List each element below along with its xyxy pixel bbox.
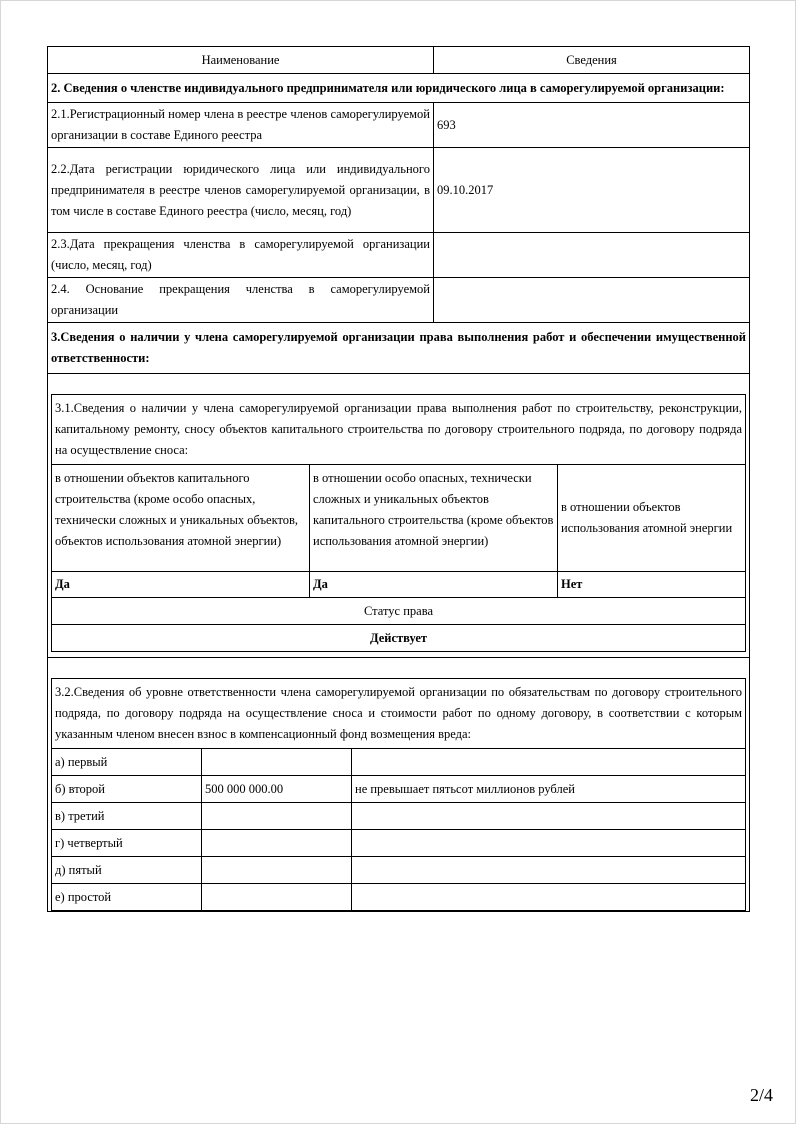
section2-row-4-value bbox=[434, 278, 750, 323]
section32-table bbox=[51, 678, 746, 911]
section2-row-3 bbox=[48, 233, 750, 278]
level-amount bbox=[202, 884, 352, 911]
section2-row-1-value: 693 bbox=[434, 103, 750, 148]
section31-value-1: Да bbox=[52, 572, 310, 598]
document bbox=[47, 46, 749, 912]
level-desc bbox=[352, 803, 746, 830]
section3-title-row bbox=[48, 323, 750, 374]
section2-row-2-label: 2.2.Дата регистрации юридического лица или индивидуального предпринимателя в реестре членов саморегулируемой организации, в том числе в составе Единого реестра (число, месяц, год) bbox=[48, 148, 434, 233]
table-row bbox=[52, 749, 746, 776]
table-row bbox=[52, 830, 746, 857]
level-label: а) первый bbox=[52, 749, 202, 776]
section2-row-3-label: 2.3.Дата прекращения членства в саморегулируемой организации (число, месяц, год) bbox=[48, 233, 434, 278]
table-row bbox=[52, 776, 746, 803]
level-desc: не превышает пятьсот миллионов рублей bbox=[352, 776, 746, 803]
level-label: е) простой bbox=[52, 884, 202, 911]
section31-col-1: в отношении объектов капитального строительства (кроме особо опасных, технически сложных и уникальных объектов, объектов использования атомной энергии) bbox=[52, 465, 310, 572]
level-amount: 500 000 000.00 bbox=[202, 776, 352, 803]
level-desc bbox=[352, 749, 746, 776]
section2-row-2-value: 09.10.2017 bbox=[434, 148, 750, 233]
section32-title: 3.2.Сведения об уровне ответственности члена саморегулируемой организации по обязательствам по договору строительного подряда, по договору подряда на осуществление сноса и стоимости работ по одному договору, в соответствии с которым указанным членом внесен взнос в компенсационный фонд возмещения вреда: bbox=[52, 679, 746, 749]
table-row bbox=[52, 857, 746, 884]
table-row bbox=[52, 803, 746, 830]
section2-title: 2. Сведения о членстве индивидуального предпринимателя или юридического лица в саморегулируемой организации: bbox=[48, 74, 750, 103]
header-info: Сведения bbox=[434, 47, 750, 74]
level-label: г) четвертый bbox=[52, 830, 202, 857]
section31-title: 3.1.Сведения о наличии у члена саморегулируемой организации права выполнения работ по строительству, реконструкции, капитальному ремонту, сносу объектов капитального строительства по договору строительного подряда, по договору подряда на осуществление сноса: bbox=[52, 395, 746, 465]
level-label: в) третий bbox=[52, 803, 202, 830]
section31-status-value: Действует bbox=[52, 625, 746, 652]
level-amount bbox=[202, 830, 352, 857]
main-table bbox=[47, 46, 750, 912]
header-name: Наименование bbox=[48, 47, 434, 74]
level-desc bbox=[352, 884, 746, 911]
section2-row-1-label: 2.1.Регистрационный номер члена в реестре членов саморегулируемой организации в составе Единого реестра bbox=[48, 103, 434, 148]
section31-block bbox=[48, 374, 750, 658]
header-row bbox=[48, 47, 750, 74]
section31-value-2: Да bbox=[310, 572, 558, 598]
section31-status-label: Статус права bbox=[52, 598, 746, 625]
level-amount bbox=[202, 803, 352, 830]
section2-row-1 bbox=[48, 103, 750, 148]
section31-value-3: Нет bbox=[558, 572, 746, 598]
level-desc bbox=[352, 830, 746, 857]
section31-col-3: в отношении объектов использования атомной энергии bbox=[558, 465, 746, 572]
section31-col-2: в отношении особо опасных, технически сложных и уникальных объектов капитального строительства (кроме объектов использования атомной энергии) bbox=[310, 465, 558, 572]
section2-row-2 bbox=[48, 148, 750, 233]
page-number: 2/4 bbox=[749, 1085, 773, 1105]
level-amount bbox=[202, 857, 352, 884]
section2-row-4 bbox=[48, 278, 750, 323]
section32-block bbox=[48, 658, 750, 912]
level-label: д) пятый bbox=[52, 857, 202, 884]
table-row bbox=[52, 884, 746, 911]
section2-title-row bbox=[48, 74, 750, 103]
level-amount bbox=[202, 749, 352, 776]
level-desc bbox=[352, 857, 746, 884]
section2-row-4-label: 2.4. Основание прекращения членства в саморегулируемой организации bbox=[48, 278, 434, 323]
section2-row-3-value bbox=[434, 233, 750, 278]
level-label: б) второй bbox=[52, 776, 202, 803]
section3-title: 3.Сведения о наличии у члена саморегулируемой организации права выполнения работ и обеспечении имущественной ответственности: bbox=[48, 323, 750, 374]
section31-table bbox=[51, 394, 746, 652]
